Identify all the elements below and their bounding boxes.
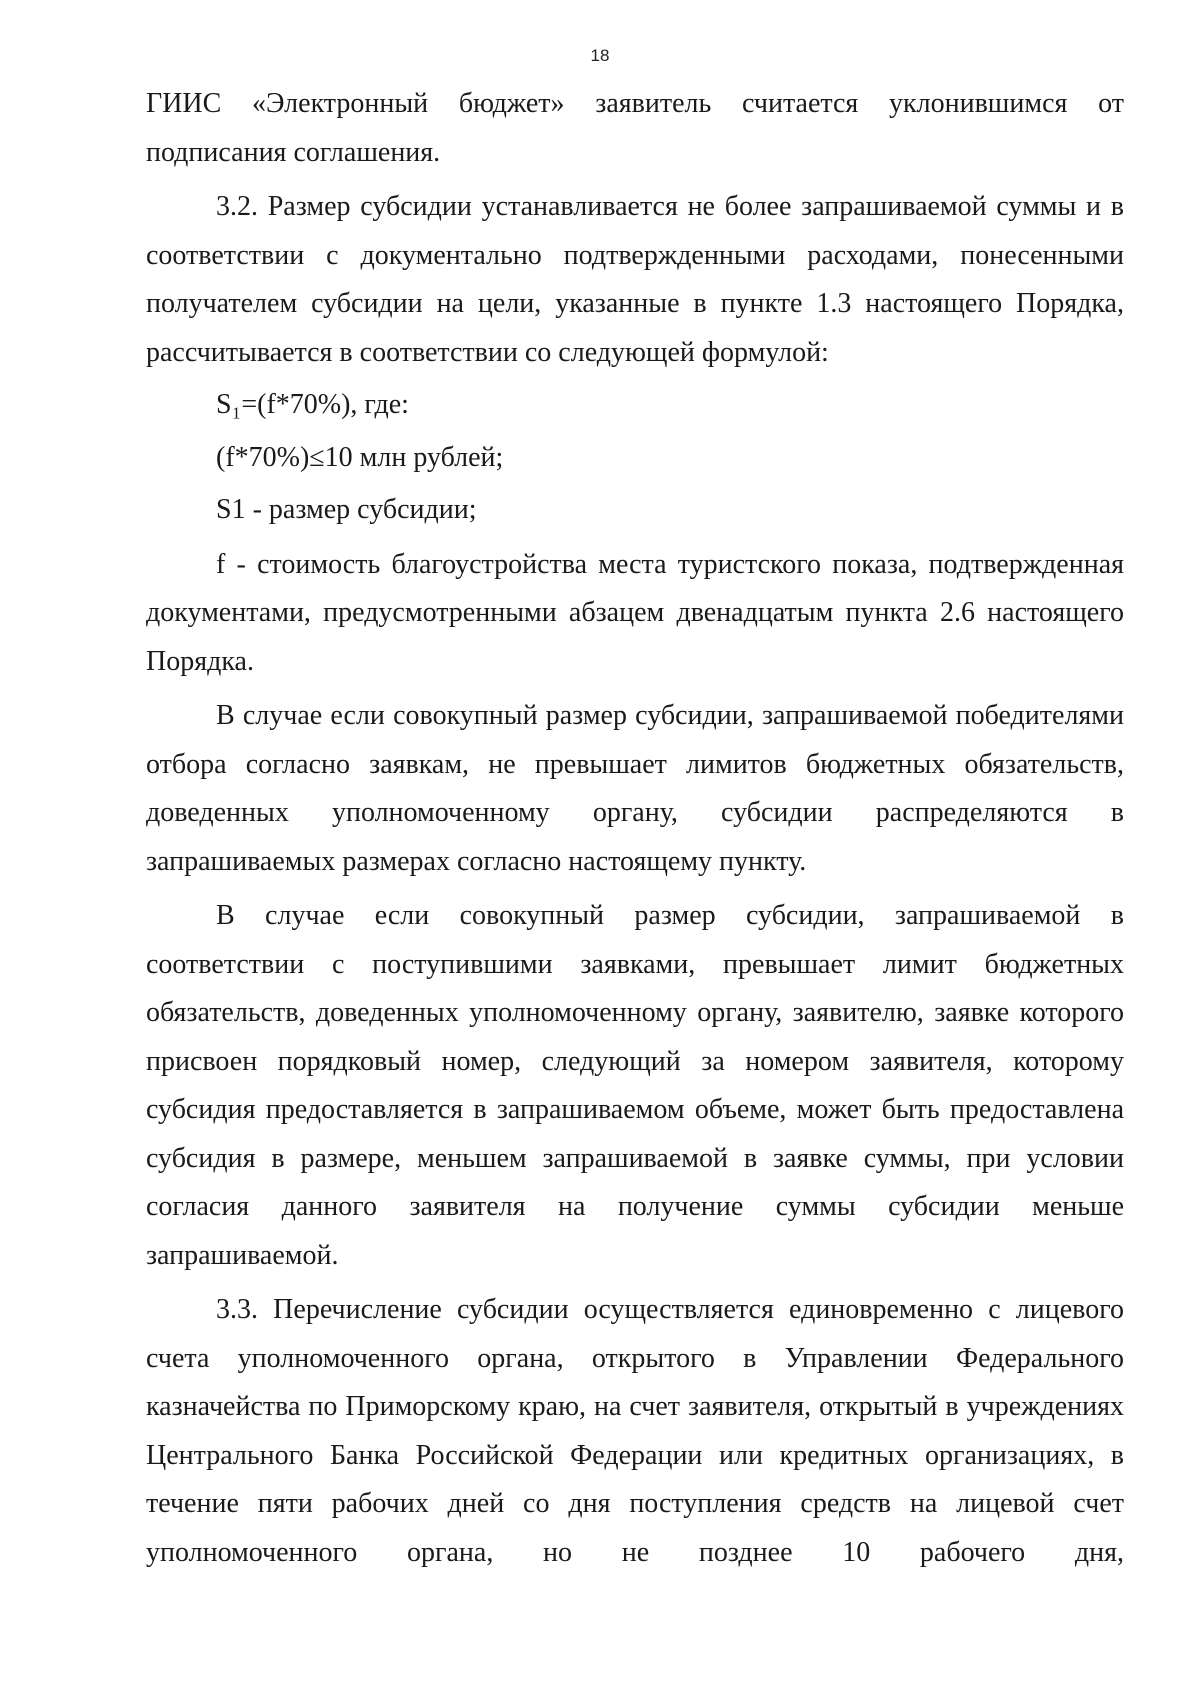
paragraph-within-limits: В случае если совокупный размер субсидии, запрашиваемой победителями отбора согласно заявкам, не превышает лимитов бюджетных обязательств, доведенных уполномоченному органу, субсидии распределяются в запрашиваемых размерах согласно настоящему пункту. [146, 700, 1124, 877]
paragraph-continuation: ГИИС «Электронный бюджет» заявитель считается уклонившимся от подписания соглашения. [146, 88, 1124, 168]
page-number: 18 [590, 46, 610, 65]
formula-line-s1-definition: S1 - размер субсидии; [216, 494, 477, 525]
document-body [146, 80, 1124, 1577]
formula-line-subsidy: S₁=(f*70%), где: [216, 389, 409, 420]
paragraph-exceeds-limits: В случае если совокупный размер субсидии, запрашиваемой в соответствии с поступившими заявками, превышает лимит бюджетных обязательств, доведенных уполномоченному органу, заявителю, заявке которого присвоен порядковый номер, следующий за номером заявителя, которому субсидия предоставляется в запрашиваемом объеме, может быть предоставлена субсидия в размере, меньшем запрашиваемой в заявке суммы, при условии согласия данного заявителя на получение суммы субсидии меньше запрашиваемой. [146, 900, 1124, 1271]
paragraph-3-2: 3.2. Размер субсидии устанавливается не более запрашиваемой суммы и в соответствии с документально подтвержденными расходами, понесенными получателем субсидии на цели, указанные в пункте 1.3 настоящего Порядка, рассчитывается в соответствии со следующей формулой: [146, 191, 1124, 368]
paragraph-3-3: 3.3. Перечисление субсидии осуществляется единовременно с лицевого счета уполномоченного органа, открытого в Управлении Федерального казначейства по Приморскому краю, на счет заявителя, открытый в учреждениях Центрального Банка Российской Федерации или кредитных организациях, в течение пяти рабочих дней со дня поступления средств на лицевой счет уполномоченного органа, но не позднее 10 рабочего дня, [146, 1294, 1124, 1568]
formula-line-f-definition: f - стоимость благоустройства места туристского показа, подтвержденная документами, предусмотренными абзацем двенадцатым пункта 2.6 настоящего Порядка. [146, 548, 1124, 677]
formula-line-limit: (f*70%)≤10 млн рублей; [216, 441, 504, 473]
